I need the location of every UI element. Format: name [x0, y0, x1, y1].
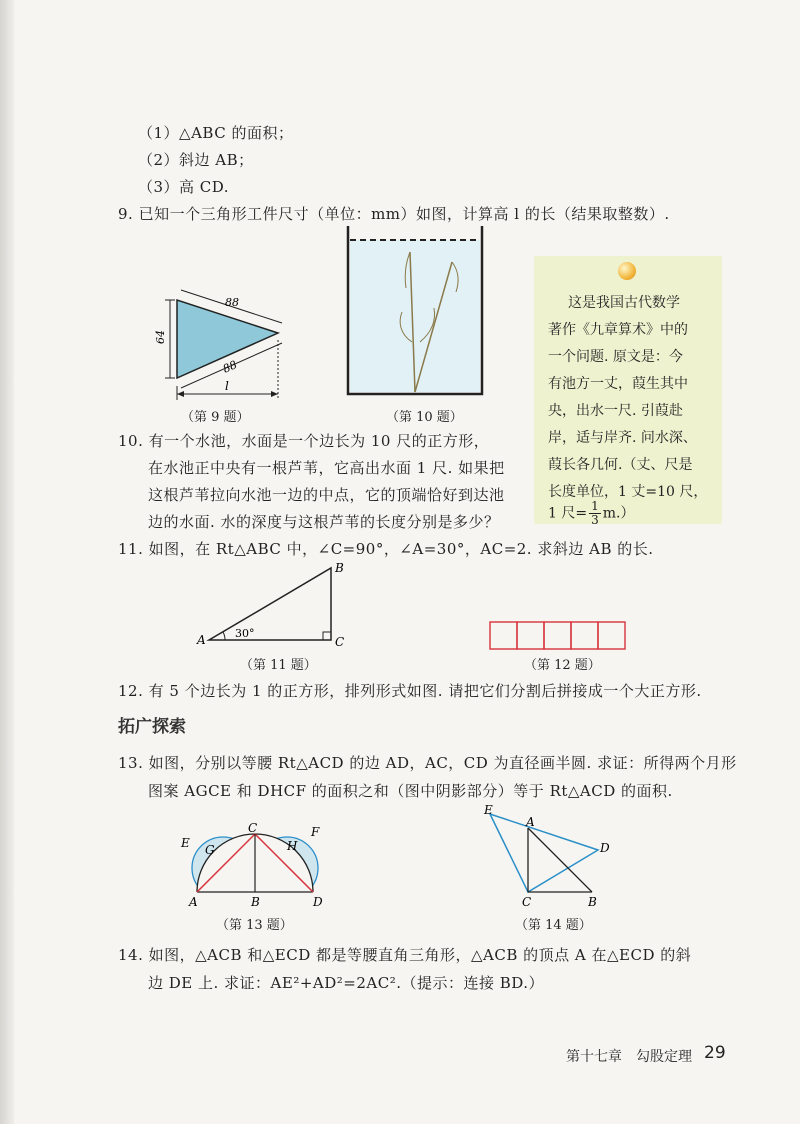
fig13-label-C: C: [248, 821, 258, 835]
note-bullet-icon: [618, 262, 636, 280]
note-line: 岸，适与岸齐. 问水深、: [548, 430, 697, 446]
fig14-label-E: E: [484, 803, 493, 817]
fig9-label-height: l: [225, 379, 229, 393]
fig14-label-A: A: [526, 815, 535, 829]
fig13-label-A: A: [189, 895, 198, 909]
fig12-square: [571, 622, 598, 649]
figure-9-triangle: [150, 278, 300, 408]
history-note-box: [534, 256, 722, 527]
question-14-line1: 14. 如图，△ACB 和△ECD 都是等腰直角三角形，△ACB 的顶点 A 在△ECD 的斜: [118, 946, 692, 964]
fig13-label-B: B: [251, 895, 260, 909]
figure-11-right-triangle: [195, 560, 355, 650]
note-line: 葭长各几何.（丈、尺是: [548, 457, 693, 473]
question-13-line1: 13. 如图，分别以等腰 Rt△ACD 的边 AD，AC，CD 为直径画半圆. 求证：所得两个月形: [118, 754, 737, 772]
figure-10-caption: （第 10 题）: [386, 410, 463, 425]
fig11-label-B: B: [335, 561, 344, 575]
figure-12-caption: （第 12 题）: [524, 658, 601, 673]
question-10-line2: 在水池正中央有一根芦苇，它高出水面 1 尺. 如果把: [148, 459, 505, 477]
note-fraction-prefix: 1 尺=: [548, 505, 588, 522]
question-10-line4: 边的水面. 水的深度与这根芦苇的长度分别是多少？: [148, 513, 500, 531]
note-fraction: [589, 500, 601, 527]
fig13-label-D: D: [313, 895, 323, 909]
note-line: 有池方一丈，葭生其中: [548, 376, 688, 392]
fig12-square: [490, 622, 517, 649]
question-10-line1: 10. 有一个水池，水面是一个边长为 10 尺的正方形，: [118, 432, 490, 450]
note-line: 长度单位，1 丈=10 尺，: [548, 484, 708, 500]
fig12-square: [598, 622, 625, 649]
note-line: 著作《九章算术》中的: [548, 322, 688, 338]
fig9-label-left: 64: [154, 330, 167, 344]
chapter-footer: 第十七章 勾股定理: [566, 1049, 692, 1065]
question-14-line2: 边 DE 上. 求证：AE²+AD²=2AC².（提示：连接 BD.）: [148, 974, 545, 992]
fig9-label-bottom: 88: [220, 358, 240, 376]
question-12: 12. 有 5 个边长为 1 的正方形，排列形式如图. 请把它们分割后拼接成一个大正方形.: [118, 682, 702, 700]
fig11-angle-label: 30°: [235, 627, 255, 640]
fig12-square: [544, 622, 571, 649]
figure-13-caption: （第 13 题）: [216, 918, 293, 933]
fig11-label-C: C: [335, 635, 345, 649]
q8-part1: （1）△ABC 的面积；: [138, 124, 294, 142]
fig14-label-B: B: [588, 895, 597, 909]
fig14-label-C: C: [522, 895, 532, 909]
question-11: 11. 如图，在 Rt△ABC 中，∠C=90°，∠A=30°，AC=2. 求斜边 AB 的长.: [118, 540, 654, 558]
question-9: 9. 已知一个三角形工件尺寸（单位：mm）如图，计算高 l 的长（结果取整数）.: [118, 205, 670, 223]
note-line: 一个问题. 原文是：今: [548, 349, 683, 365]
figure-14-triangles: [480, 800, 620, 912]
q8-part3: （3）高 CD.: [138, 178, 230, 196]
figure-12-squares: [488, 618, 630, 652]
fraction-denominator: 3: [591, 513, 599, 527]
note-line: 这是我国古代数学: [568, 295, 680, 311]
q8-part2: （2）斜边 AB；: [138, 151, 254, 169]
section-title: 拓广探索: [118, 717, 186, 737]
figure-13-lunes: [176, 820, 336, 912]
fig13-label-G: G: [205, 843, 215, 857]
fig13-label-E: E: [181, 836, 190, 850]
figure-9-caption: （第 9 题）: [181, 410, 250, 425]
note-line-fraction: [548, 500, 634, 527]
page-number: 29: [704, 1043, 726, 1063]
figure-10-pond: [340, 222, 490, 404]
fig9-label-top: 88: [225, 296, 239, 309]
fig11-label-A: A: [197, 633, 206, 647]
page-binding-edge: [0, 0, 14, 1124]
figure-11-caption: （第 11 题）: [240, 658, 317, 673]
fraction-numerator: 1: [591, 499, 599, 513]
note-fraction-suffix: m.）: [602, 505, 635, 522]
figure-14-caption: （第 14 题）: [515, 918, 592, 933]
fig13-label-F: F: [311, 825, 320, 839]
fig13-label-H: H: [287, 839, 298, 853]
fig14-label-D: D: [600, 841, 610, 855]
fig12-square: [517, 622, 544, 649]
question-13-line2: 图案 AGCE 和 DHCF 的面积之和（图中阴影部分）等于 Rt△ACD 的面积.: [148, 782, 673, 800]
note-line: 央，出水一尺. 引葭赴: [548, 403, 683, 419]
question-10-line3: 这根芦苇拉向水池一边的中点，它的顶端恰好到达池: [148, 486, 505, 504]
